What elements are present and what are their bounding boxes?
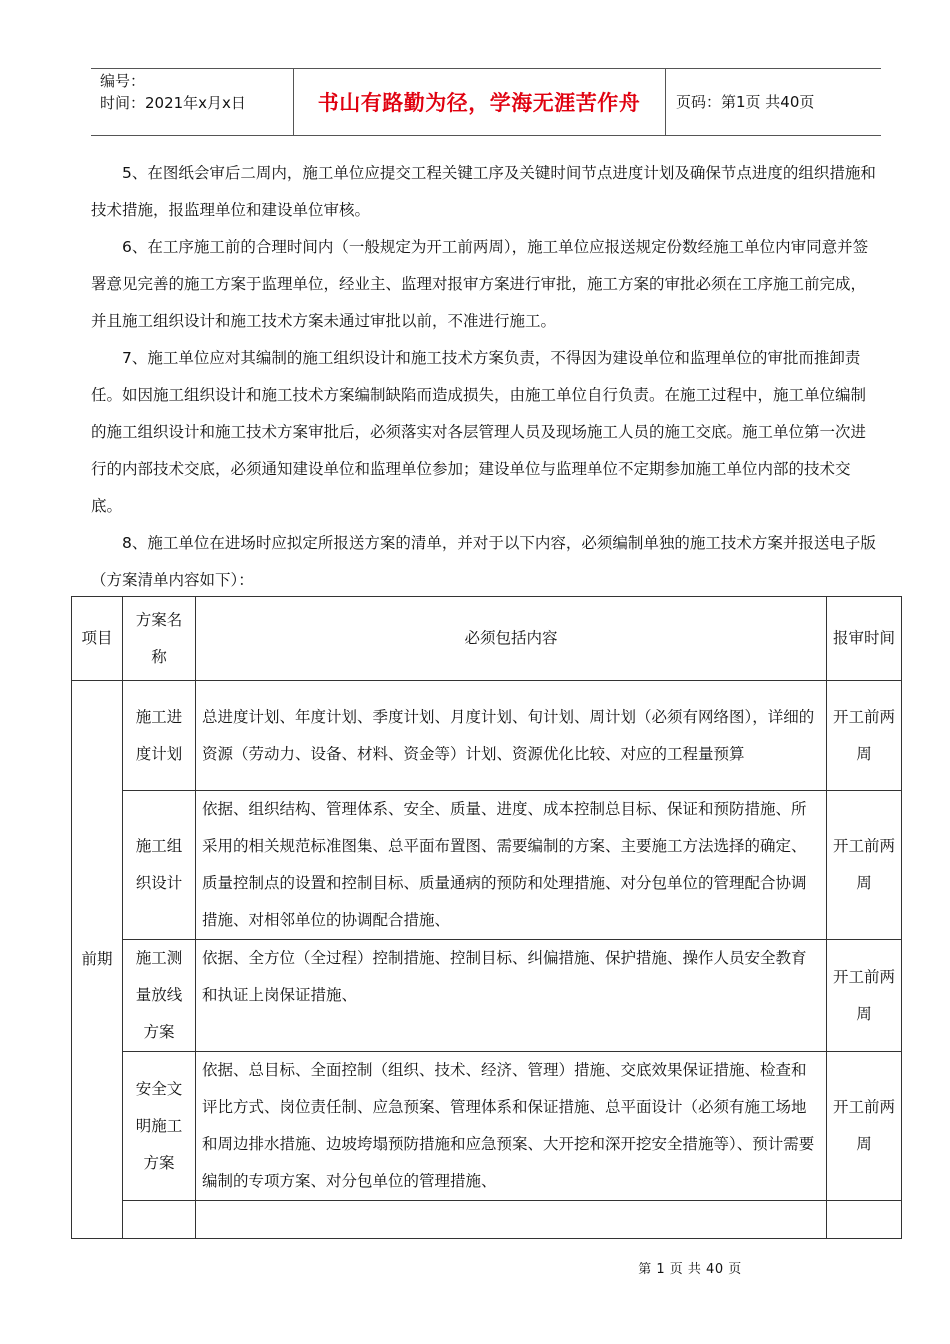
header-time: 报审时间 xyxy=(827,597,902,681)
plan-table xyxy=(71,596,902,1239)
row-content: 依据、组织结构、管理体系、安全、质量、进度、成本控制总目标、保证和预防措施、所采用的相关规范标准图集、总平面布置图、需要编制的方案、主要施工方法选择的确定、质量控制点的设置和控制目标、质量通病的预防和处理措施、对分包单位的管理配合协调措施、对相邻单位的协调配合措施、 xyxy=(196,791,827,940)
row-content: 总进度计划、年度计划、季度计划、月度计划、旬计划、周计划（必须有网络图），详细的资源（劳动力、设备、材料、资金等）计划、资源优化比较、对应的工程量预算 xyxy=(196,681,827,791)
header-slogan: 书山有路勤为径，学海无涯苦作舟 xyxy=(317,90,641,115)
table-header-row xyxy=(72,597,902,681)
paragraph-5: 5、在图纸会审后二周内，施工单位应提交工程关键工序及关键时间节点进度计划及确保节点进度的组织措施和技术措施，报监理单位和建设单位审核。 xyxy=(91,164,876,219)
header-left xyxy=(100,70,246,114)
table-row xyxy=(72,1052,902,1201)
row-name: 安全文明施工方案 xyxy=(123,1052,196,1201)
footer-page-number: 第 1 页 共 40 页 xyxy=(638,1262,742,1277)
header-page-label: 页码：第1页 共40页 xyxy=(676,93,815,111)
row-name: 施工测量放线方案 xyxy=(123,940,196,1052)
row-name: 施工组织设计 xyxy=(123,791,196,940)
body-text xyxy=(91,155,881,599)
header-name: 方案名称 xyxy=(123,597,196,681)
table-row-empty xyxy=(72,1201,902,1239)
row-content: 依据、总目标、全面控制（组织、技术、经济、管理）措施、交底效果保证措施、检查和评比方式、岗位责任制、应急预案、管理体系和保证措施、总平面设计（必须有施工场地和周边排水措施、边坡垮塌预防措施和应急预案、大开挖和深开挖安全措施等）、预计需要编制的专项方案、对分包单位的管理措施、 xyxy=(196,1052,827,1201)
empty-cell xyxy=(827,1201,902,1239)
row-time: 开工前两周 xyxy=(827,1052,902,1201)
empty-cell xyxy=(123,1201,196,1239)
group-cell: 前期 xyxy=(72,681,123,1239)
table-row xyxy=(72,940,902,1052)
page-footer xyxy=(0,1258,950,1277)
row-time: 开工前两周 xyxy=(827,940,902,1052)
row-content: 依据、全方位（全过程）控制措施、控制目标、纠偏措施、保护措施、操作人员安全教育和执证上岗保证措施、 xyxy=(196,940,827,1052)
header-divider-2 xyxy=(665,68,666,135)
row-time: 开工前两周 xyxy=(827,681,902,791)
header-item: 项目 xyxy=(72,597,123,681)
table-row xyxy=(72,791,902,940)
row-time: 开工前两周 xyxy=(827,791,902,940)
paragraph-8: 8、施工单位在进场时应拟定所报送方案的清单，并对于以下内容，必须编制单独的施工技术方案并报送电子版（方案清单内容如下）： xyxy=(91,534,876,589)
table-row xyxy=(72,681,902,791)
empty-cell xyxy=(196,1201,827,1239)
doc-number-label: 编号： xyxy=(100,72,146,90)
header-bottom-rule xyxy=(91,135,881,136)
paragraph-7: 7、施工单位应对其编制的施工组织设计和施工技术方案负责，不得因为建设单位和监理单位的审批而推卸责任。如因施工组织设计和施工技术方案编制缺陷而造成损失，由施工单位自行负责。在施工过程中，施工单位编制的施工组织设计和施工技术方案审批后，必须落实对各层管理人员及现场施工人员的施工交底。施工单位第一次进行的内部技术交底，必须通知建设单位和监理单位参加；建设单位与监理单位不定期参加施工单位内部的技术交底。 xyxy=(91,349,867,515)
header-content: 必须包括内容 xyxy=(196,597,827,681)
row-name: 施工进度计划 xyxy=(123,681,196,791)
doc-time-label: 时间：2021年x月x日 xyxy=(100,94,246,112)
paragraph-6: 6、在工序施工前的合理时间内（一般规定为开工前两周），施工单位应报送规定份数经施工单位内审同意并签署意见完善的施工方案于监理单位，经业主、监理对报审方案进行审批，施工方案的审批必须在工序施工前完成，并且施工组织设计和施工技术方案未通过审批以前，不准进行施工。 xyxy=(91,238,869,330)
